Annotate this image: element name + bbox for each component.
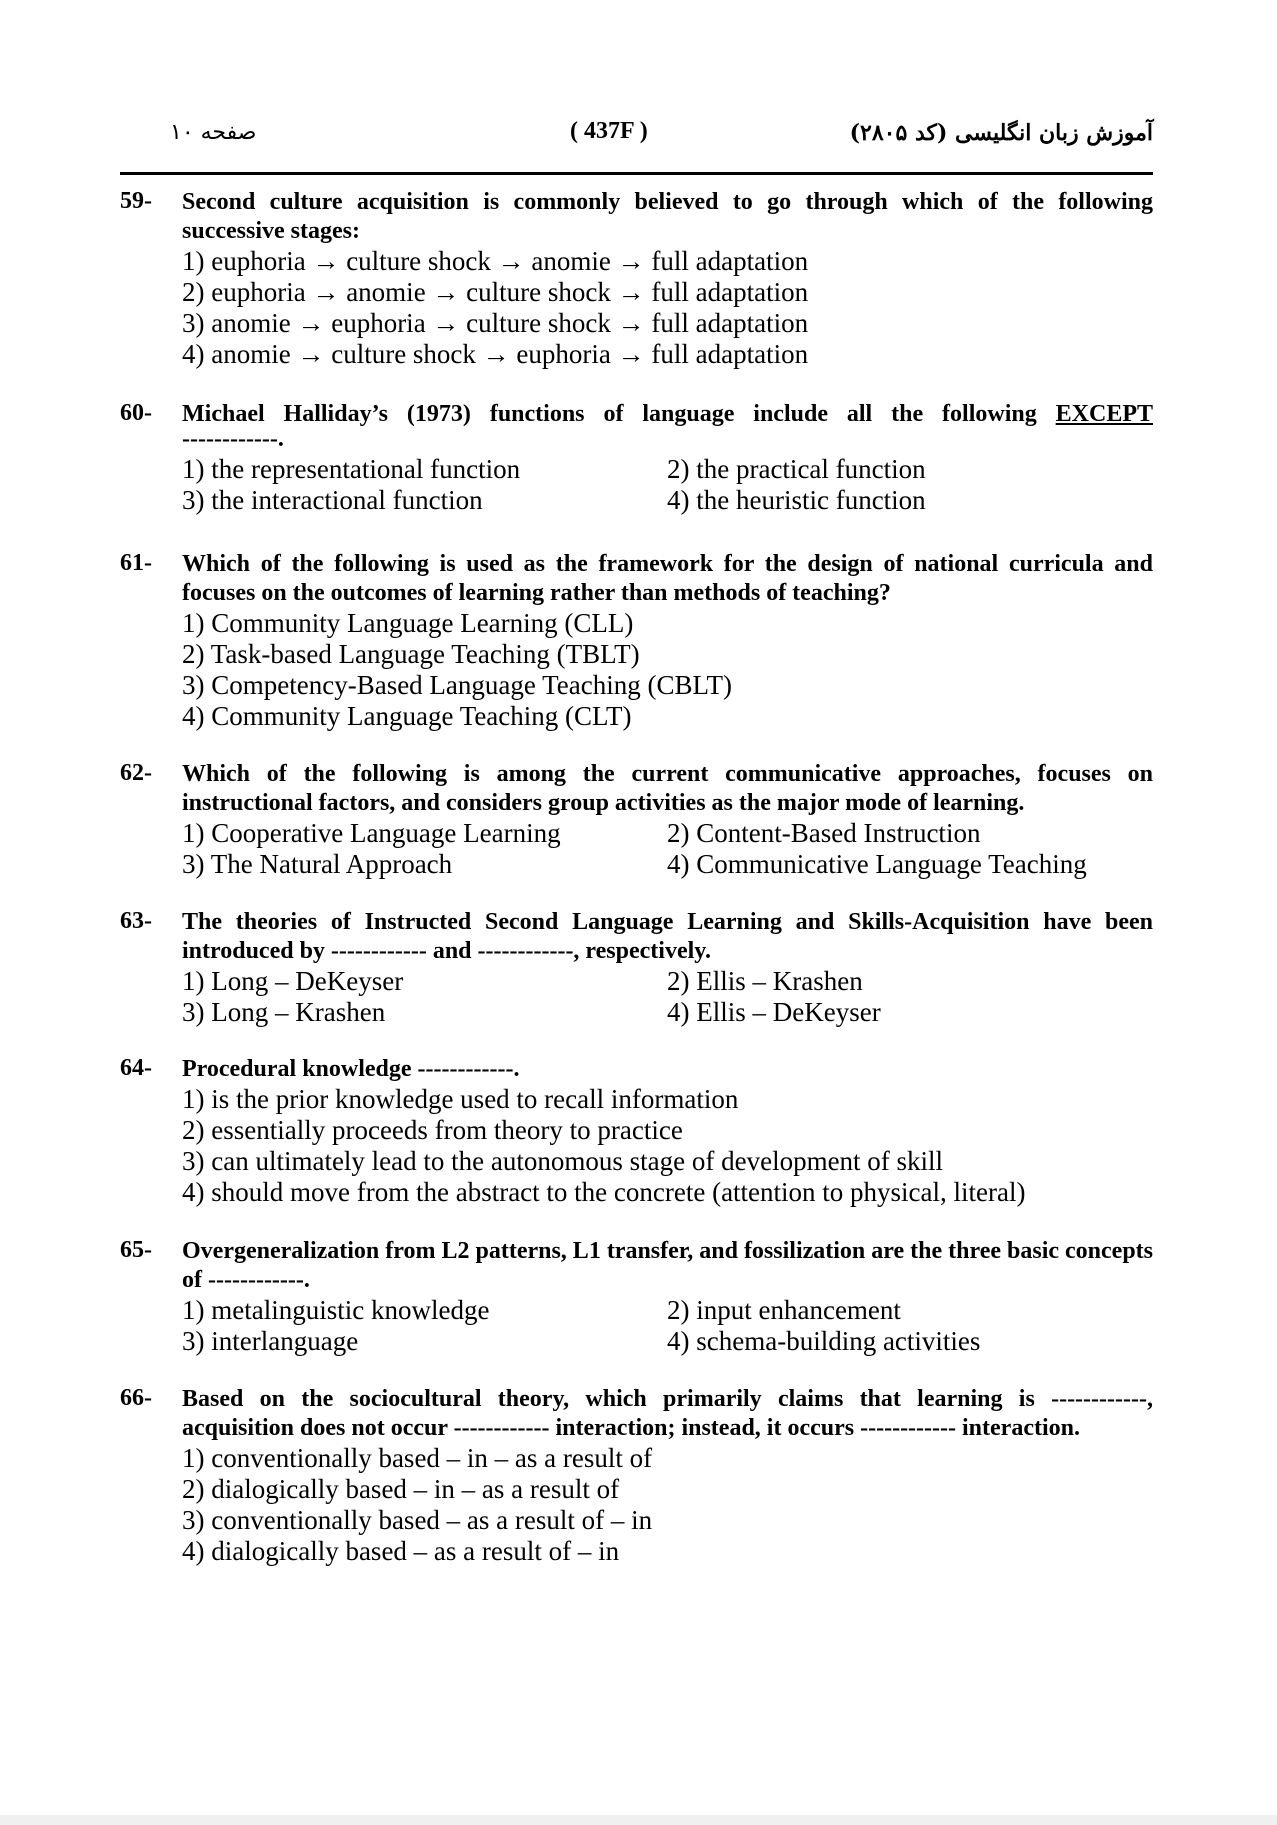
option-2[interactable]: 2) the practical function: [667, 454, 926, 484]
option-3[interactable]: 3) can ultimately lead to the autonomous stage of development of skill: [182, 1146, 944, 1176]
question-number: 62-: [120, 760, 152, 786]
options-list: [182, 1443, 1153, 1567]
question-stem: Overgeneralization from L2 patterns, L1 transfer, and fossilization are the three basic concepts of ------------.: [182, 1238, 1153, 1293]
question-number: 66-: [120, 1385, 152, 1411]
option-3[interactable]: 3) anomie → euphoria → culture shock → full adaptation: [182, 308, 809, 338]
option-2[interactable]: 2) Task-based Language Teaching (TBLT): [182, 639, 640, 669]
option-2[interactable]: 2) Ellis – Krashen: [667, 966, 863, 996]
stem-blank: ------------.: [182, 426, 284, 452]
options-list: [182, 1084, 1153, 1208]
option-2[interactable]: 2) Content-Based Instruction: [667, 818, 981, 848]
question-62: [120, 760, 1153, 880]
options-grid: [182, 454, 1153, 516]
option-1[interactable]: 1) Community Language Learning (CLL): [182, 608, 634, 638]
option-1[interactable]: 1) euphoria → culture shock → anomie → full adaptation: [182, 246, 809, 276]
options-list: [182, 608, 1153, 732]
question-number: 64-: [120, 1055, 152, 1081]
option-2[interactable]: 2) euphoria → anomie → culture shock → full adaptation: [182, 277, 809, 307]
option-3[interactable]: 3) Competency-Based Language Teaching (CBLT): [182, 670, 732, 700]
question-stem: Second culture acquisition is commonly believed to go through which of the following successive stages:: [182, 189, 1153, 244]
option-4[interactable]: 4) schema-building activities: [667, 1326, 981, 1356]
subject-title: آموزش زبان انگلیسی (کد ۲۸۰۵): [849, 120, 1153, 146]
page-header: [160, 120, 1153, 150]
option-2[interactable]: 2) dialogically based – in – as a result of: [182, 1474, 620, 1504]
options-grid: [182, 818, 1153, 880]
option-4[interactable]: 4) the heuristic function: [667, 485, 926, 515]
option-1[interactable]: 1) the representational function: [182, 454, 521, 484]
option-1[interactable]: 1) is the prior knowledge used to recall information: [182, 1084, 739, 1114]
option-3[interactable]: 3) Long – Krashen: [182, 997, 386, 1027]
question-number: 63-: [120, 908, 152, 934]
question-61: [120, 550, 1153, 732]
option-1[interactable]: 1) Cooperative Language Learning: [182, 818, 561, 848]
question-65: [120, 1237, 1153, 1357]
page-number-label: صفحه ۱۰: [170, 120, 257, 145]
options-grid: [182, 1295, 1153, 1357]
stem-emphasis: EXCEPT: [1055, 401, 1154, 427]
option-4[interactable]: 4) Ellis – DeKeyser: [667, 997, 881, 1027]
question-60: [120, 400, 1153, 516]
question-66: [120, 1385, 1153, 1567]
booklet-code: ( 437F ): [570, 118, 648, 144]
question-stem: [182, 400, 1153, 429]
question-stem: Based on the sociocultural theory, which primarily claims that learning is ------------, acquisition does not occur ------------ interaction; instead, it occurs ------------ interaction.: [182, 1386, 1153, 1441]
option-3[interactable]: 3) interlanguage: [182, 1326, 359, 1356]
question-63: [120, 908, 1153, 1028]
question-number: 59-: [120, 188, 152, 214]
option-2[interactable]: 2) essentially proceeds from theory to practice: [182, 1115, 683, 1145]
option-4[interactable]: 4) dialogically based – as a result of – in: [182, 1536, 620, 1566]
header-divider: [120, 172, 1153, 175]
question-number: 65-: [120, 1237, 152, 1263]
options-list: [182, 246, 1153, 370]
option-1[interactable]: 1) metalinguistic knowledge: [182, 1295, 490, 1325]
question-59: [120, 188, 1153, 370]
question-stem: Which of the following is used as the framework for the design of national curricula and focuses on the outcomes of learning rather than methods of teaching?: [182, 551, 1153, 606]
option-4[interactable]: 4) anomie → culture shock → euphoria → full adaptation: [182, 339, 809, 369]
option-3[interactable]: 3) The Natural Approach: [182, 849, 453, 879]
option-4[interactable]: 4) Communicative Language Teaching: [667, 849, 1087, 879]
question-number: 60-: [120, 400, 152, 426]
page-bottom-edge: [0, 1815, 1277, 1825]
option-1[interactable]: 1) Long – DeKeyser: [182, 966, 404, 996]
question-stem: The theories of Instructed Second Language Learning and Skills-Acquisition have been introduced by ------------ and ------------, respectively.: [182, 909, 1153, 964]
option-4[interactable]: 4) Community Language Teaching (CLT): [182, 701, 632, 731]
option-1[interactable]: 1) conventionally based – in – as a result of: [182, 1443, 653, 1473]
option-2[interactable]: 2) input enhancement: [667, 1295, 901, 1325]
stem-text: Michael Halliday’s (1973) functions of language include all the following: [182, 401, 1037, 427]
question-64: [120, 1055, 1153, 1208]
question-number: 61-: [120, 550, 152, 576]
option-3[interactable]: 3) the interactional function: [182, 485, 483, 515]
question-stem: Procedural knowledge ------------.: [182, 1056, 520, 1082]
option-3[interactable]: 3) conventionally based – as a result of – in: [182, 1505, 653, 1535]
question-stem: Which of the following is among the current communicative approaches, focuses on instructional factors, and considers group activities as the major mode of learning.: [182, 761, 1153, 816]
options-grid: [182, 966, 1153, 1028]
option-4[interactable]: 4) should move from the abstract to the concrete (attention to physical, literal): [182, 1177, 1026, 1207]
